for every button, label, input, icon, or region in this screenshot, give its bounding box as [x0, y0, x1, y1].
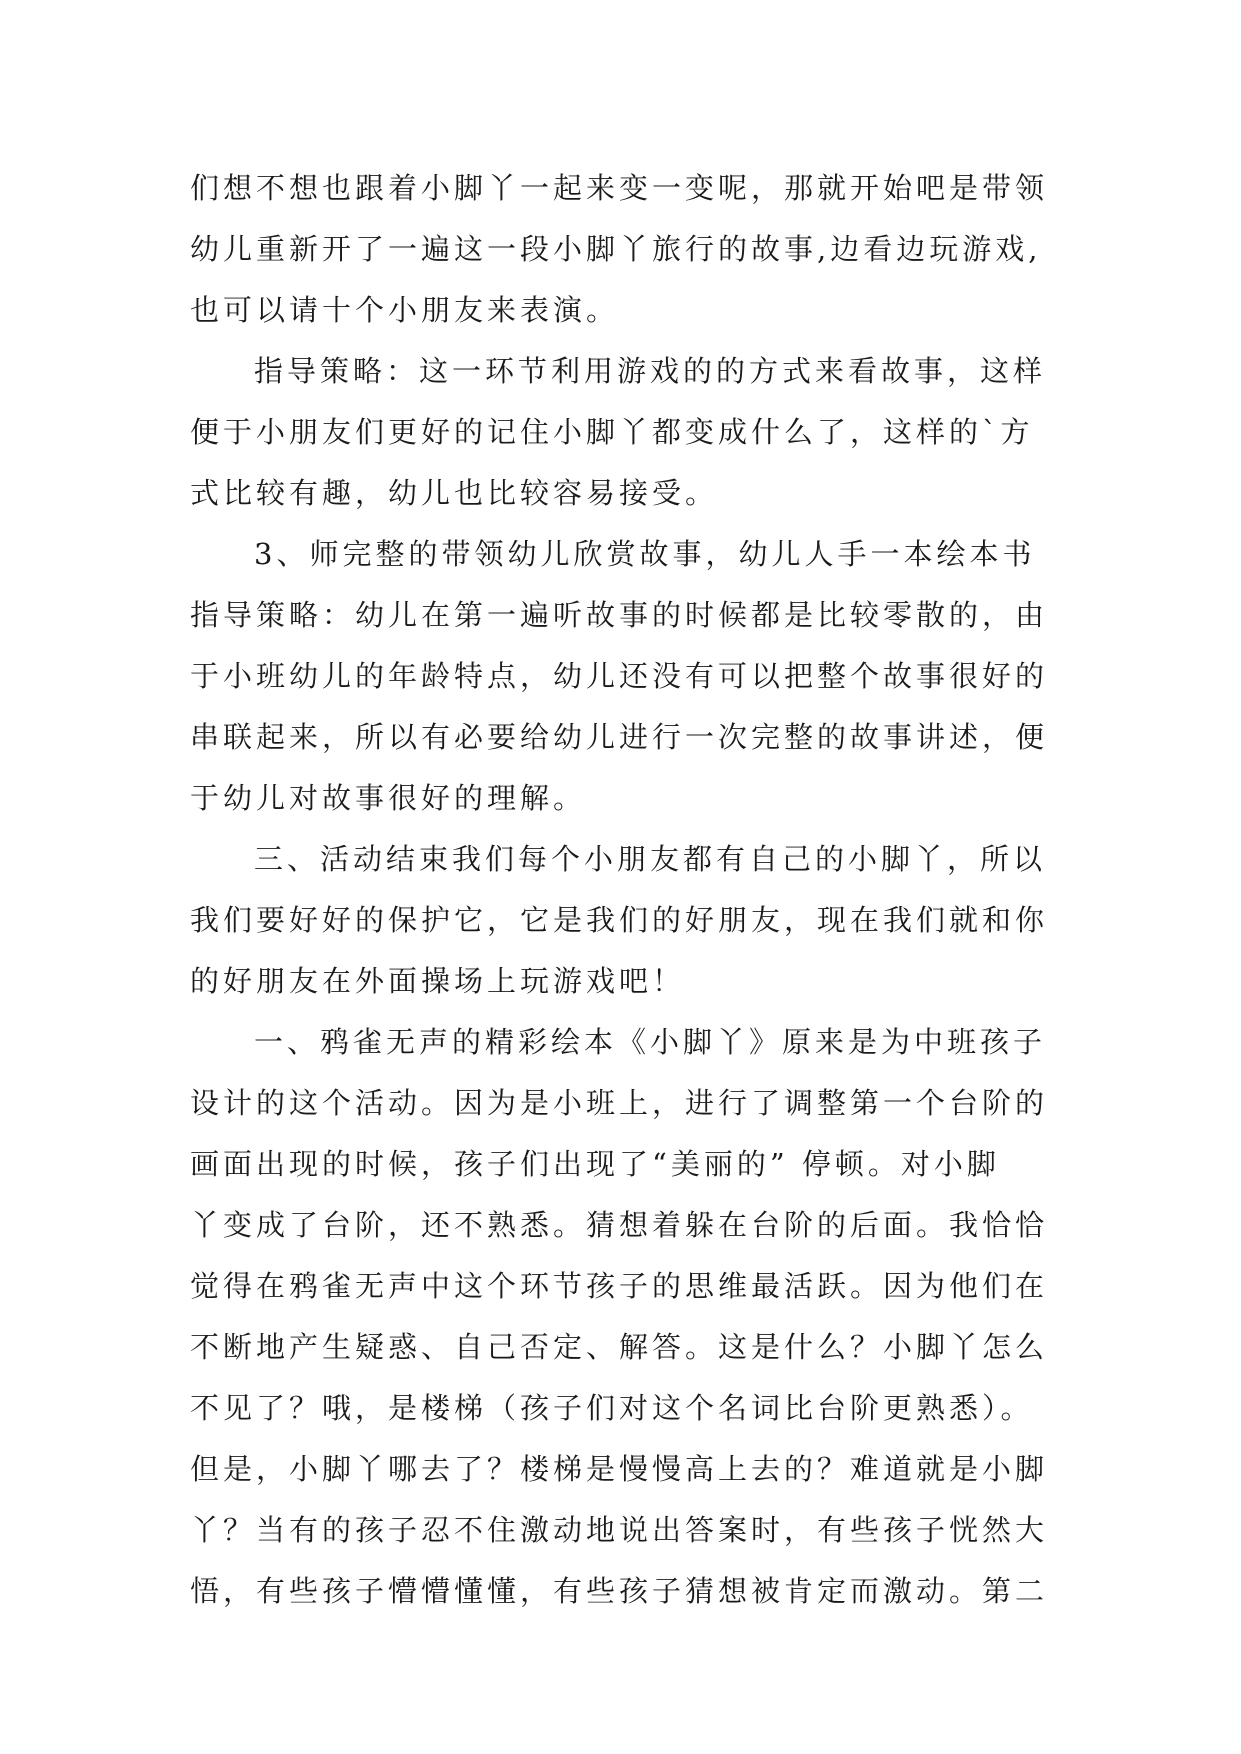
text-line-8: 指导策略：幼儿在第一遍听故事的时候都是比较零散的，由 — [190, 598, 1049, 632]
text-line-10: 串联起来，所以有必要给幼儿进行一次完整的故事讲述，便 — [190, 720, 1049, 754]
text-line-9: 于小班幼儿的年龄特点，幼儿还没有可以把整个故事很好的 — [190, 659, 1049, 693]
text-line-11: 于幼儿对故事很好的理解。 — [190, 781, 587, 815]
text-line-24: 悟，有些孩子懵懵懂懂，有些孩子猜想被肯定而激动。第二 — [190, 1574, 1049, 1608]
text-line-12: 三、活动结束我们每个小朋友都有自己的小脚丫，所以 — [254, 842, 1047, 876]
text-line-23: 丫？当有的孩子忍不住激动地说出答案时，有些孩子恍然大 — [190, 1513, 1049, 1547]
text-line-18: 丫变成了台阶，还不熟悉。猜想着躲在台阶的后面。我恰恰 — [190, 1208, 1049, 1242]
text-line-21: 不见了？哦，是楼梯（孩子们对这个名词比台阶更熟悉）。 — [190, 1391, 1034, 1425]
text-line-17: 画面出现的时候，孩子们出现了“美丽的” 停顿。对小脚 — [190, 1147, 1000, 1181]
text-line-22: 但是，小脚丫哪去了？楼梯是慢慢高上去的？难道就是小脚 — [190, 1452, 1049, 1486]
text-line-15: 一、鸦雀无声的精彩绘本《小脚丫》原来是为中班孩子 — [254, 1025, 1047, 1059]
text-line-19: 觉得在鸦雀无声中这个环节孩子的思维最活跃。因为他们在 — [190, 1269, 1049, 1303]
text-line-13: 我们要好好的保护它，它是我们的好朋友，现在我们就和你 — [190, 903, 1049, 937]
text-line-4: 指导策略：这一环节利用游戏的的方式来看故事，这样 — [254, 354, 1047, 388]
text-line-7: 3、师完整的带领幼儿欣赏故事，幼儿人手一本绘本书 — [254, 537, 1036, 571]
text-line-14: 的好朋友在外面操场上玩游戏吧！ — [190, 964, 686, 998]
text-line-1: 们想不想也跟着小脚丫一起来变一变呢，那就开始吧是带领 — [190, 171, 1049, 205]
text-line-16: 设计的这个活动。因为是小班上，进行了调整第一个台阶的 — [190, 1086, 1049, 1120]
text-line-3: 也可以请十个小朋友来表演。 — [190, 293, 620, 327]
text-line-2: 幼儿重新开了一遍这一段小脚丫旅行的故事,边看边玩游戏, — [190, 232, 1042, 266]
text-line-5: 便于小朋友们更好的记住小脚丫都变成什么了，这样的`方 — [190, 415, 1034, 449]
text-line-6: 式比较有趣，幼儿也比较容易接受。 — [190, 476, 719, 510]
text-line-20: 不断地产生疑惑、自己否定、解答。这是什么？小脚丫怎么 — [190, 1330, 1049, 1364]
body-text — [190, 158, 1090, 1622]
